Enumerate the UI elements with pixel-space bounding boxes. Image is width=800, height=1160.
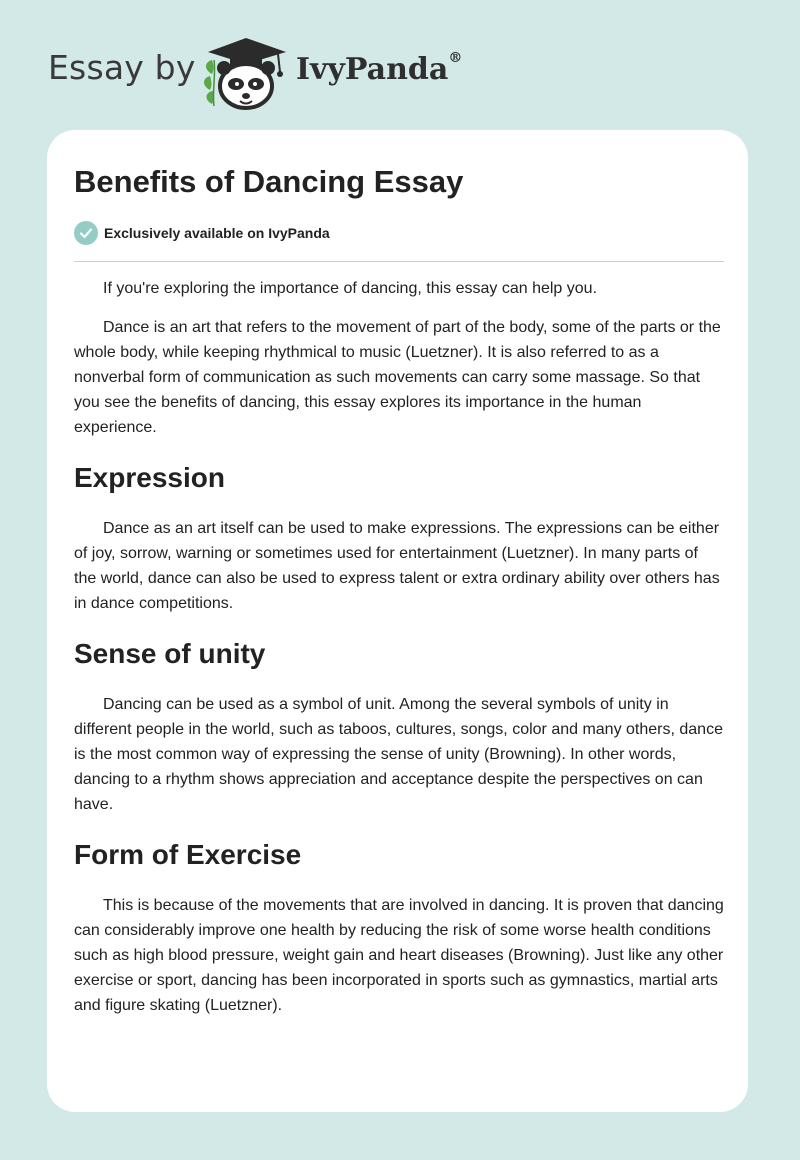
essay-by-label: Essay by (48, 48, 196, 87)
check-icon (74, 221, 98, 245)
paragraph-1: Dance is an art that refers to the movement of part of the body, some of the parts or the whole body, while keeping rhythmical to music (Luetzner). It is also referred to as a nonverbal form of communication as such movements can carry some massage. So that you see the benefits of dancing, this essay explores its importance in the human experience. (74, 319, 721, 436)
intro-paragraph: If you're exploring the importance of dancing, this essay can help you. (103, 280, 598, 297)
brand-name: IvyPanda (296, 52, 449, 87)
section-text-form-of-exercise: This is because of the movements that are involved in dancing. It is proven that dancing can considerably improve one health by reducing the risk of some worse health conditions such as high blood pressure, weight gain and heart diseases (Browning). Just like any other exercise or sport, dancing has been incorporated in sports such as gymnastics, martial arts and figure skating (Luetzner). (74, 897, 724, 1014)
panda-graduate-icon[interactable] (200, 34, 292, 112)
divider (74, 261, 724, 262)
site-header (0, 0, 800, 130)
leaf-icon (204, 60, 215, 106)
exclusive-badge (74, 221, 330, 245)
essay-body (74, 276, 724, 1038)
badge-label: Exclusively available on IvyPanda (104, 225, 330, 241)
section-text-sense-of-unity: Dancing can be used as a symbol of unit. Among the several symbols of unity in different people in the world, such as taboos, cultures, songs, color and many others, dance is the most common way of expressing the sense of unity (Browning). In other words, dancing to a rhythm shows appreciation and acceptance despite the perspectives on can have. (74, 696, 723, 813)
section-text-expression: Dance as an art itself can be used to make expressions. The expressions can be either of joy, sorrow, warning or sometimes used for entertainment (Luetzner). In many parts of the world, dance can also be used to express talent or extra ordinary ability over others has in dance competitions. (74, 520, 720, 612)
page-title: Benefits of Dancing Essay (74, 164, 464, 199)
section-heading-expression: Expression (74, 462, 225, 493)
brand-logo-text[interactable] (296, 52, 462, 87)
registered-mark: ® (448, 50, 463, 66)
section-heading-sense-of-unity: Sense of unity (74, 638, 266, 669)
essay-card (47, 130, 748, 1112)
section-heading-form-of-exercise: Form of Exercise (74, 839, 302, 870)
